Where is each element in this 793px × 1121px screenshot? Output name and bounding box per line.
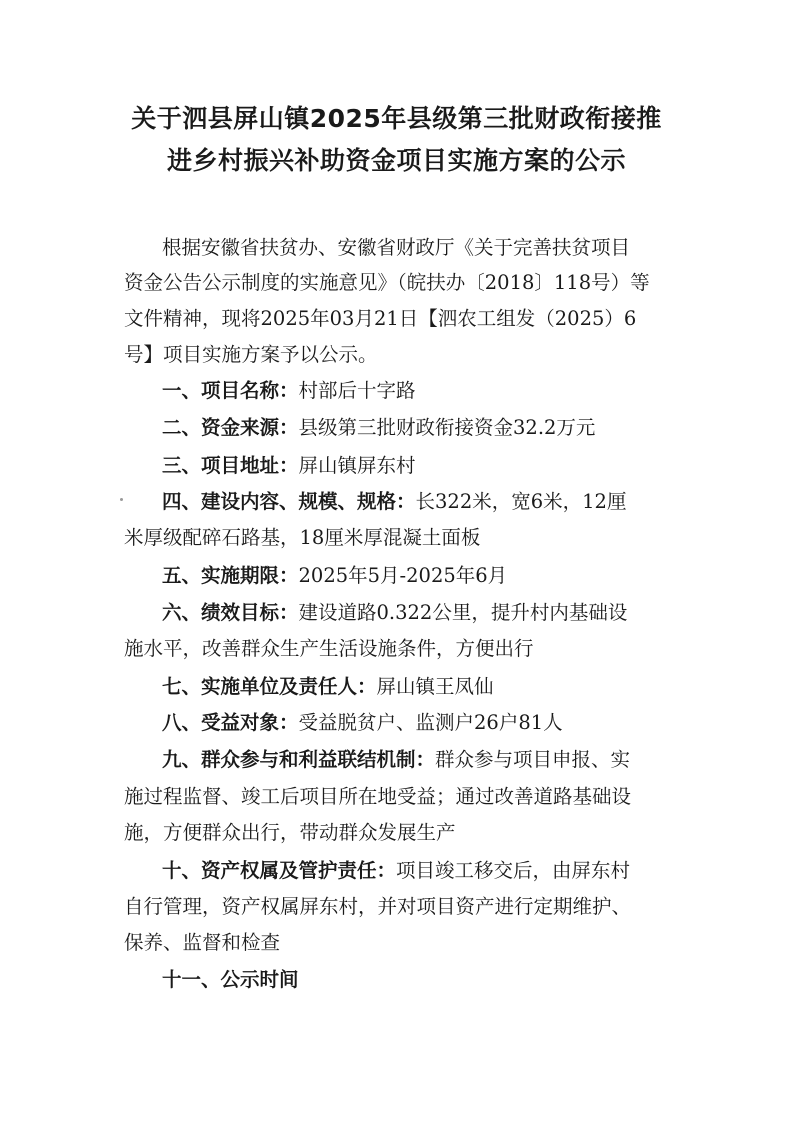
item-value: 群众参与项目申报、实: [435, 748, 631, 771]
item-construction-line-2: 米厚级配碎石路基，18厘米厚混凝土面板: [124, 526, 481, 549]
item-participation-line-3: 施，方便群众出行，带动群众发展生产: [124, 821, 456, 844]
intro-line-3: 文件精神，现将2025年03月21日【泗农工组发（2025）6: [124, 307, 637, 330]
item-value: 屏山镇王凤仙: [376, 675, 494, 698]
item-asset-line-3: 保养、监督和检查: [124, 931, 281, 954]
item-value: 建设道路0.322公里，提升村内基础设: [298, 601, 628, 624]
item-beneficiaries: [162, 711, 563, 734]
document-title-line-2: 进乡村振兴补助资金项目实施方案的公示: [166, 146, 626, 175]
item-construction: [162, 490, 626, 513]
item-label: 一、项目名称：: [162, 379, 299, 402]
item-performance: [162, 601, 627, 624]
item-value: 县级第三批财政衔接资金32.2万元: [298, 416, 596, 439]
item-label: 六、绩效目标：: [162, 601, 299, 624]
item-value: 长322米，宽6米，12厘: [415, 490, 627, 513]
item-responsible: [162, 675, 494, 698]
item-value: 2025年5月-2025年6月: [298, 564, 508, 587]
item-project-address: [162, 454, 416, 477]
item-participation: [162, 748, 630, 771]
item-value: 受益脱贫户、监测户26户81人: [298, 711, 563, 734]
item-label: 七、实施单位及责任人：: [162, 675, 377, 698]
item-label: 二、资金来源：: [162, 416, 299, 439]
intro-line-2: 资金公告公示制度的实施意见》（皖扶办〔2018〕118号）等: [124, 271, 650, 294]
item-value: 屏山镇屏东村: [298, 454, 416, 477]
item-label: 三、项目地址：: [162, 454, 299, 477]
item-period: [162, 564, 507, 587]
item-performance-line-2: 施水平，改善群众生产生活设施条件，方便出行: [124, 637, 534, 660]
intro-line-4: 号】项目实施方案予以公示。: [124, 343, 378, 366]
item-asset-line-2: 自行管理，资产权属屏东村，并对项目资产进行定期维护、: [124, 895, 632, 918]
item-asset: [162, 859, 630, 882]
item-label: 五、实施期限：: [162, 564, 299, 587]
item-label: 四、建设内容、规模、规格：: [162, 490, 416, 513]
item-project-name: [162, 379, 416, 402]
item-value: 项目竣工移交后，由屏东村: [396, 859, 631, 882]
document-title-line-1: 关于泗县屏山镇2025年县级第三批财政衔接推: [131, 104, 662, 133]
intro-line-1: 根据安徽省扶贫办、安徽省财政厅《关于完善扶贫项目: [162, 236, 631, 259]
item-label: 九、群众参与和利益联结机制：: [162, 748, 436, 771]
item-label: 八、受益对象：: [162, 711, 299, 734]
scan-mark: [120, 498, 123, 501]
item-participation-line-2: 施过程监督、竣工后项目所在地受益；通过改善道路基础设: [124, 785, 632, 808]
item-value: 村部后十字路: [298, 379, 416, 402]
item-publicity-time: [162, 968, 299, 991]
item-label: 十一、公示时间: [162, 968, 299, 991]
item-fund-source: [162, 416, 595, 439]
item-label: 十、资产权属及管护责任：: [162, 859, 397, 882]
